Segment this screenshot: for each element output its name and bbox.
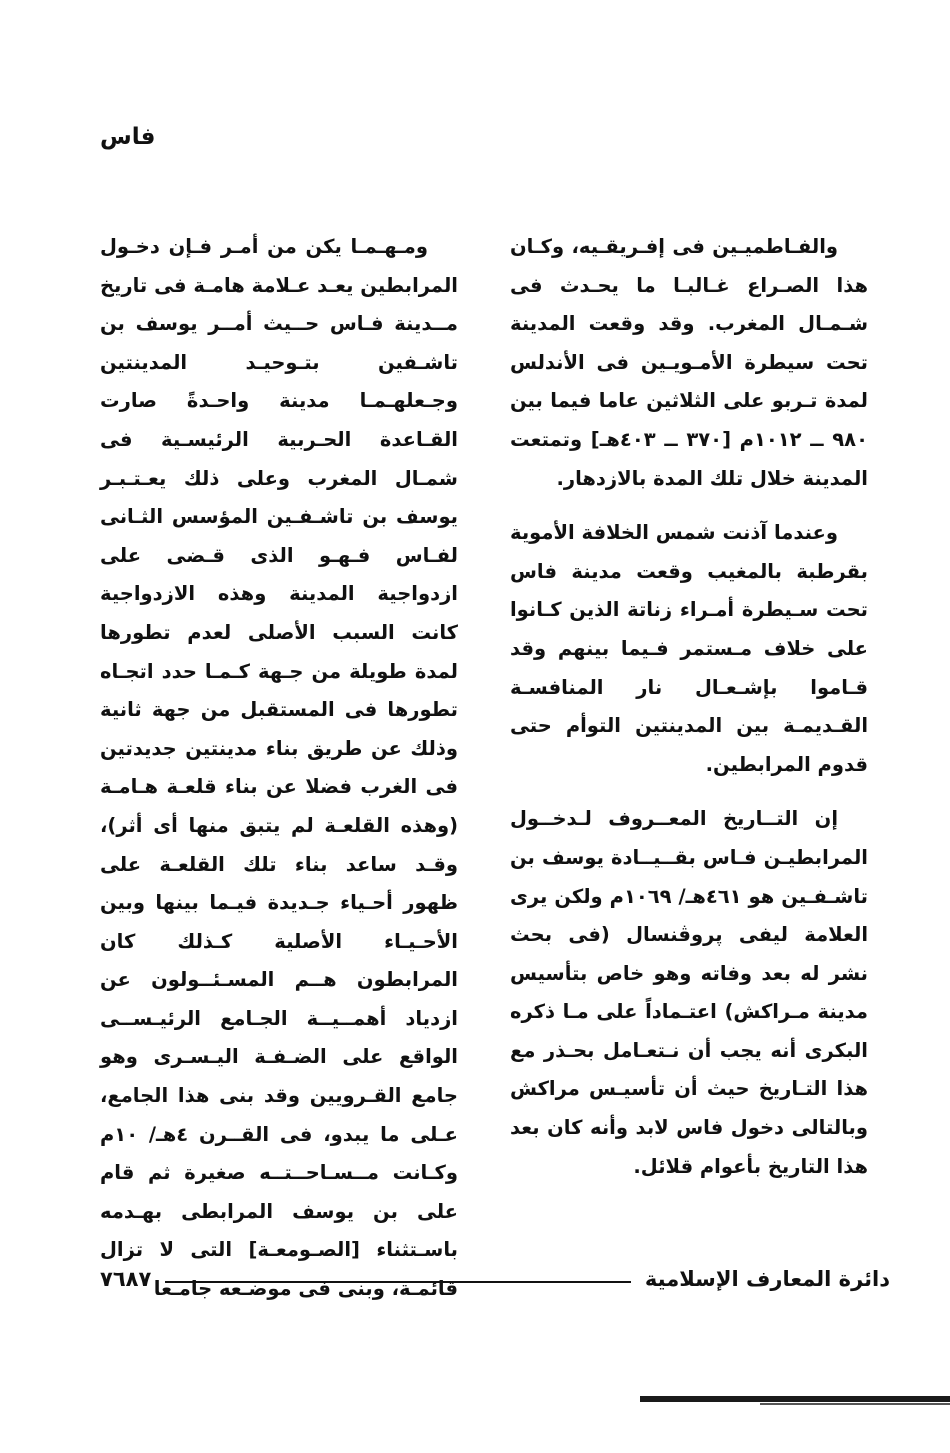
publication-title: دائرة المعارف الإسلامية <box>644 1267 890 1291</box>
paragraph: وعندما آذنت شمس الخلافة الأموية بقرطبة بالمغيب وقعت مدينة فاس تحت سـيطرة أمـراء زناتة الذين كـانوا على خلاف مـستمر فـيما بينهم وقد قـاموا بإشـعـال نار المنافسـة القـديمـة بين المدينتين التوأم حتى قدوم المرابطين. <box>510 521 868 776</box>
paragraph: والفـاطميـين فى إفـريقـيه، وكـان هذا الصـراع غـالبـا ما يحـدث فى شـمـال المغرب. وقد وقعت المدينة تحت سيطرة الأمـويـين فى الأندلس لمدة تـربو على الثلاثين عاما فيما بين ٩٨٠ ــ ١٠١٢م [٣٧٠ ــ ٤٠٣هـ] وتمتعت المدينة خلال تلك المدة بالازدهار. <box>510 235 868 490</box>
page-number: ٧٦٨٧ <box>100 1267 152 1291</box>
left-text-column <box>100 228 458 1309</box>
scan-edge-line-thin <box>760 1403 950 1405</box>
page-footer <box>100 1262 890 1296</box>
paragraph: ومـهـمـا يكن من أمـر فـإن دخـول المرابطين يعـد عـلامة هامـة فى تاريخ مــدينة فـاس حــيث أمــر يوسف بن تاشـفين بتـوحيـد المدينتين وجـعلهـمـا مدينة واحـدةً صارت القـاعدة الحـربية الرئيسـية فى شمـال المغرب وعلى ذلك يعـتـبـر يوسف بن تاشـفـين المؤسس الثـانى لفـاس فـهـو الذى قـضى على ازدواجية المدينة وهذه الازدواجية كانت السبب الأصلى لعدم تطورها لمدة طويلة من جـهة كـمـا حدد اتجـاه تطورها فى المستقبل من جهة ثانية وذلك عن طريق بناء مدينتين جديدتين فى الغرب فضلا عن بناء قلعـة هـامـة (وهذه القلعـة لم يتبق منها أى أثر)، وقـد ساعد بناء تلك القلعـة على ظهور أحـياء جـديدة فيـما بينها وبين الأحـيـاء الأصلية كـذلك كان المرابطون هــم المسـئــولون عن ازدياد أهمــيــة الجـامع الرئيـســى الواقع على الضـفـة اليـسـرى وهو جامع القـرويين وقد بنى هذا الجامع، عـلى ما يبدو، فى القــرن ٤هـ/ ١٠م وكـانت مــسـاحــتــه صغيرة ثم قام على بن يوسف المرابطى بهـدمه باسـتثناء [الصـومعـة] التى لا تزال قائمـة، وبنى فى موضـعه جامـعا <box>100 235 458 1301</box>
running-head-title: فاس <box>100 124 156 150</box>
footer-divider <box>165 1281 631 1283</box>
scan-edge-line <box>640 1396 950 1402</box>
right-text-column <box>510 228 868 1186</box>
paragraph: إن التــاريخ المعــروف لـدخــول المرابطيـن فـاس بقــيــادة يوسف بن تاشـفـين هو ٤٦١هـ/ ١٠٦٩م ولكن يرى العلامة ليفى پروڤنسال (فى بحث نشر له بعد وفاته وهو خاص بتأسيس مدينة مـراكش) اعتـماداً على مـا ذكره البكرى أنه يجب أن نـتعـامل بحـذر مع هذا التـاريخ حيث أن تأسيـس مراكش وبالتالى دخول فاس لابد وأنه كان بعد هذا التاريخ بأعوام قلائل. <box>510 807 868 1178</box>
